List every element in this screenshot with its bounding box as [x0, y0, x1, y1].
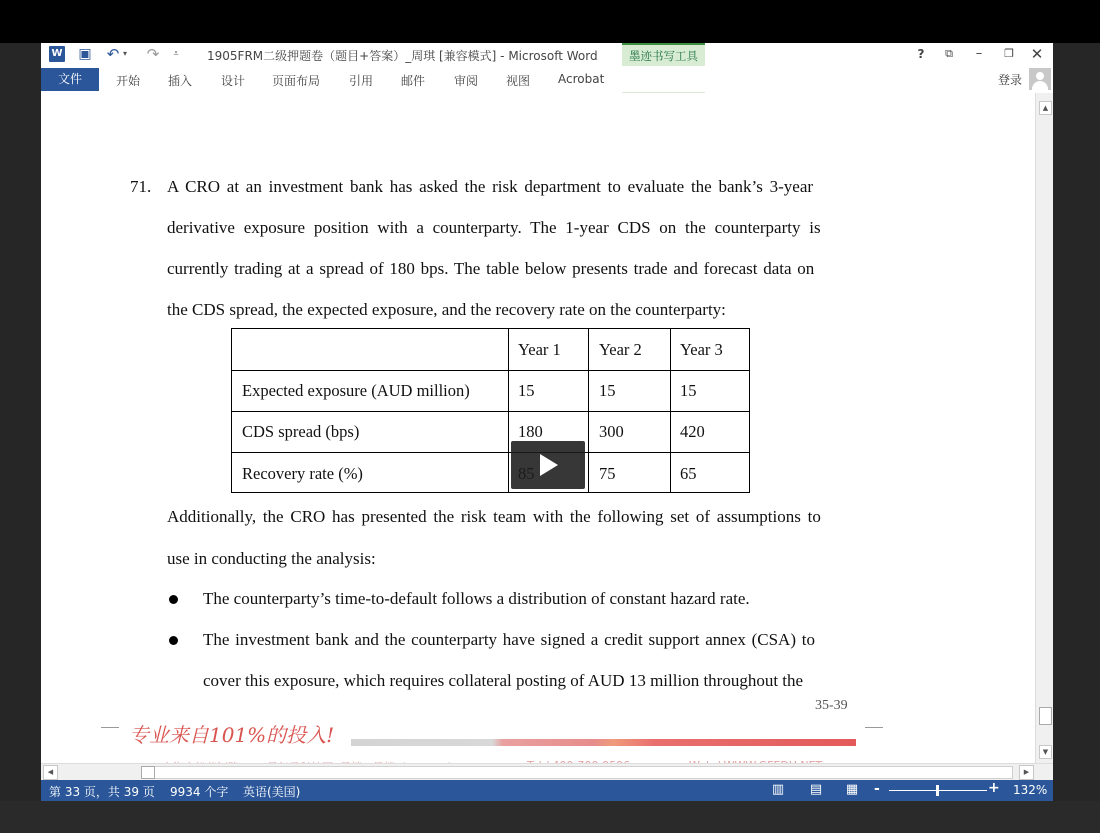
- redo-icon[interactable]: ↷: [146, 45, 160, 63]
- save-icon[interactable]: ▣: [78, 46, 92, 62]
- page-number: 35-39: [815, 698, 848, 713]
- tab-review[interactable]: 审阅: [454, 74, 479, 88]
- question-line-2: derivative exposure position with a counterparty. The 1-year CDS on the counterparty is: [167, 218, 821, 237]
- language-status[interactable]: 英语(美国): [243, 785, 301, 799]
- ribbon-tab-bar: [41, 66, 1053, 92]
- ribbon-display-options-button[interactable]: ⧉: [945, 47, 953, 60]
- undo-dropdown-icon[interactable]: ▾: [122, 49, 127, 58]
- avatar[interactable]: [1029, 68, 1051, 90]
- footer-divider: [101, 727, 119, 728]
- table-row-label: Expected exposure (AUD million): [242, 381, 470, 400]
- table-cell: 15: [599, 381, 616, 400]
- question-line-3: currently trading at a spread of 180 bps. The table below presents trade and forecast data on: [167, 259, 815, 278]
- table-row-divider: [232, 411, 749, 412]
- video-play-button[interactable]: [511, 441, 585, 489]
- restore-button[interactable]: ❐: [1004, 47, 1014, 60]
- table-col-divider: [670, 329, 671, 492]
- table-row-divider: [232, 452, 749, 453]
- zoom-out-button[interactable]: -: [874, 781, 880, 797]
- zoom-in-button[interactable]: +: [988, 780, 1000, 796]
- bullet-1-line-1: The counterparty’s time-to-default follows a distribution of constant hazard rate.: [203, 589, 750, 608]
- zoom-slider-handle[interactable]: [936, 785, 939, 796]
- scroll-right-button[interactable]: ▶: [1019, 765, 1034, 780]
- data-table: [231, 328, 750, 493]
- horizontal-scrollbar[interactable]: [41, 763, 1053, 780]
- horizontal-scroll-track[interactable]: [143, 766, 1013, 779]
- footer-divider: [865, 727, 883, 728]
- table-row-divider: [232, 370, 749, 371]
- table-row-label: Recovery rate (%): [242, 464, 363, 483]
- table-row-label: CDS spread (bps): [242, 422, 360, 441]
- table-cell: 300: [599, 422, 624, 441]
- scroll-left-button[interactable]: ◀: [43, 765, 58, 780]
- word-app-icon[interactable]: W: [49, 46, 65, 62]
- tab-file[interactable]: 文件: [41, 68, 99, 91]
- tab-page-layout[interactable]: 页面布局: [272, 74, 321, 88]
- tab-mailings[interactable]: 邮件: [401, 74, 426, 88]
- assumptions-intro-line-1: Additionally, the CRO has presented the risk team with the following set of assumptions to: [167, 507, 821, 526]
- play-icon: [540, 454, 558, 476]
- screen-top-border: [0, 0, 1100, 43]
- customize-toolbar-icon[interactable]: ⩡: [173, 49, 179, 59]
- window-title: 1905FRM二级押题卷（题目+答案）_周琪 [兼容模式] - Microsoft Word: [207, 49, 598, 63]
- bullet-2-line-2: cover this exposure, which requires collateral posting of AUD 13 million throughout the: [203, 671, 804, 690]
- word-count-status[interactable]: 9934 个字: [170, 785, 229, 799]
- bullet-icon: [169, 636, 178, 645]
- screen-left-border: [0, 43, 41, 801]
- print-layout-icon[interactable]: ▤: [809, 782, 823, 797]
- minimize-button[interactable]: –: [975, 46, 983, 61]
- question-line-1: A CRO at an investment bank has asked the risk department to evaluate the bank’s 3-year: [167, 177, 814, 196]
- tab-view[interactable]: 视图: [506, 74, 531, 88]
- table-cell: 15: [680, 381, 697, 400]
- table-cell: 15: [518, 381, 535, 400]
- undo-icon[interactable]: ↶: [106, 45, 120, 63]
- screen-right-border: [1053, 43, 1100, 801]
- horizontal-scroll-thumb[interactable]: [141, 766, 155, 779]
- zoom-level[interactable]: 132%: [1013, 783, 1048, 797]
- table-col-divider: [588, 329, 589, 492]
- vertical-scroll-thumb[interactable]: [1039, 707, 1052, 725]
- question-line-4: the CDS spread, the expected exposure, and the recovery rate on the counterparty:: [167, 300, 726, 319]
- close-button[interactable]: ✕: [1030, 45, 1044, 63]
- table-cell: 65: [680, 464, 697, 483]
- status-bar: [41, 780, 1053, 801]
- table-header-year-1: Year 1: [518, 340, 561, 359]
- footer-slogan: 专业来自101%的投入!: [129, 723, 335, 747]
- screen-bottom-border: [0, 801, 1100, 833]
- tab-home[interactable]: 开始: [116, 74, 141, 88]
- help-button[interactable]: ?: [917, 47, 925, 61]
- vertical-scrollbar[interactable]: [1035, 93, 1053, 763]
- web-layout-icon[interactable]: ▦: [845, 782, 859, 797]
- sign-in-link[interactable]: 登录: [998, 73, 1023, 87]
- footer-accent-bar: [351, 739, 856, 746]
- table-header-year-2: Year 2: [599, 340, 642, 359]
- tab-insert[interactable]: 插入: [168, 74, 193, 88]
- scroll-up-button[interactable]: ▲: [1039, 101, 1052, 115]
- table-cell: 420: [680, 422, 705, 441]
- read-mode-icon[interactable]: ▥: [771, 782, 785, 797]
- title-bar: [41, 43, 1053, 66]
- page-count-status[interactable]: 第 33 页，共 39 页: [49, 785, 155, 799]
- table-cell: 180: [518, 422, 543, 441]
- assumptions-intro-line-2: use in conducting the analysis:: [167, 549, 376, 568]
- bullet-2-line-1: The investment bank and the counterparty have signed a credit support annex (CSA) to: [203, 630, 815, 649]
- table-col-divider: [508, 329, 509, 492]
- bullet-icon: [169, 595, 178, 604]
- table-header-year-3: Year 3: [680, 340, 723, 359]
- ink-tools-group-label: 墨迹书写工具: [629, 49, 698, 63]
- table-cell: 75: [599, 464, 616, 483]
- document-page[interactable]: [41, 93, 1035, 763]
- scroll-down-button[interactable]: ▼: [1039, 745, 1052, 759]
- tab-design[interactable]: 设计: [221, 74, 246, 88]
- question-number: 71.: [130, 177, 152, 196]
- tab-references[interactable]: 引用: [349, 74, 374, 88]
- tab-acrobat[interactable]: Acrobat: [558, 72, 605, 86]
- word-window: [41, 43, 1053, 801]
